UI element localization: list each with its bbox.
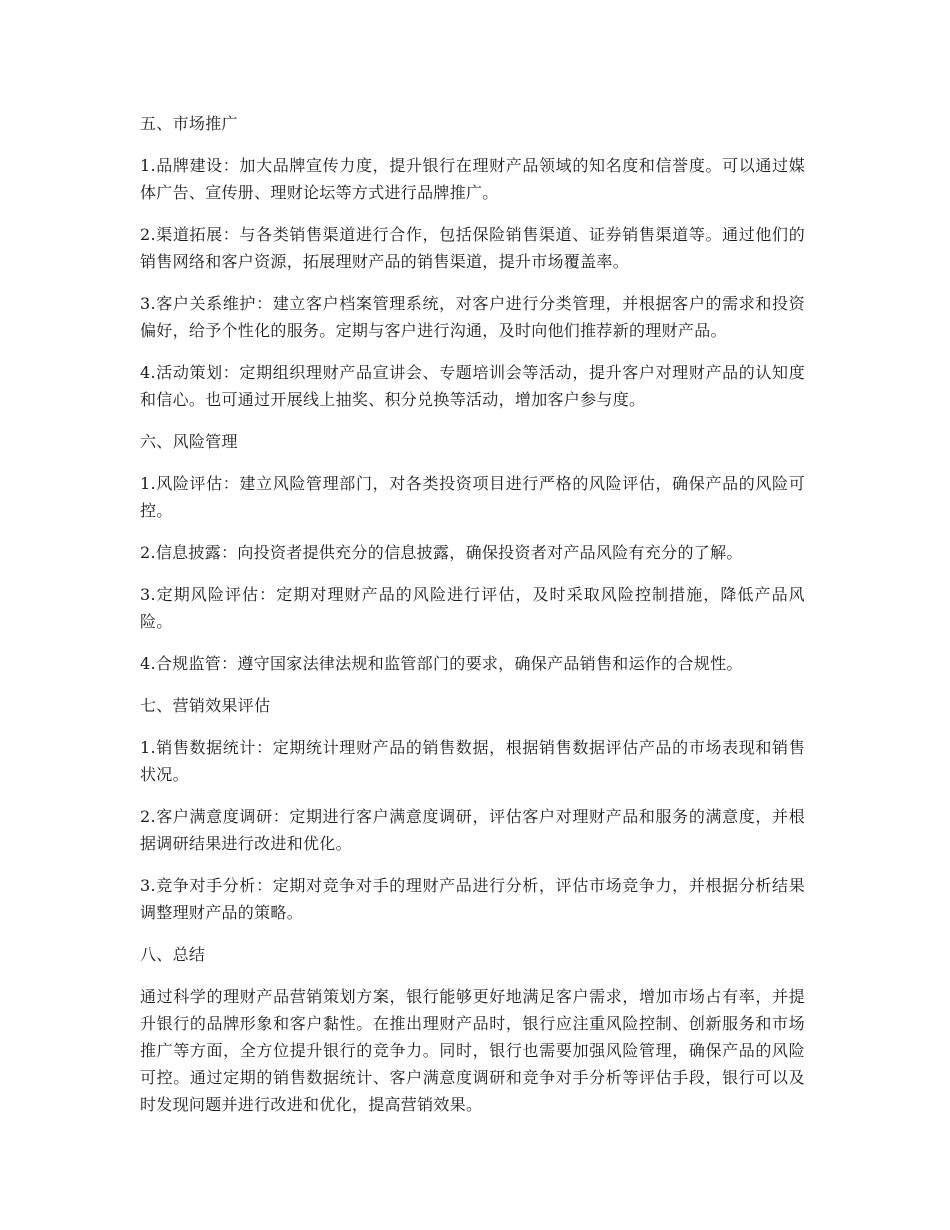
paragraph-disclosure: 2.信息披露：向投资者提供充分的信息披露，确保投资者对产品风险有充分的了解。 bbox=[140, 543, 743, 562]
paragraph-brand-building: 1.品牌建设：加大品牌宣传力度，提升银行在理财产品领域的知名度和信誉度。可以通过媒体广告、宣传册、理财论坛等方式进行品牌推广。 bbox=[140, 156, 805, 202]
paragraph-risk-assessment: 1.风险评估：建立风险管理部门，对各类投资项目进行严格的风险评估，确保产品的风险可控。 bbox=[140, 474, 805, 520]
paragraph-event-planning: 4.活动策划：定期组织理财产品宣讲会、专题培训会等活动，提升客户对理财产品的认知度和信心。也可通过开展线上抽奖、积分兑换等活动，增加客户参与度。 bbox=[140, 363, 805, 409]
paragraph-competitor: 3.竞争对手分析：定期对竞争对手的理财产品进行分析，评估市场竞争力，并根据分析结果调整理财产品的策略。 bbox=[140, 876, 805, 922]
paragraph-sales-stats: 1.销售数据统计：定期统计理财产品的销售数据，根据销售数据评估产品的市场表现和销售状况。 bbox=[140, 738, 805, 784]
paragraph-customer-relations: 3.客户关系维护：建立客户档案管理系统，对客户进行分类管理，并根据客户的需求和投资偏好，给予个性化的服务。定期与客户进行沟通，及时向他们推荐新的理财产品。 bbox=[140, 294, 805, 340]
section-heading-summary: 八、总结 bbox=[140, 945, 206, 964]
section-heading-marketing: 五、市场推广 bbox=[140, 114, 238, 133]
paragraph-satisfaction: 2.客户满意度调研：定期进行客户满意度调研，评估客户对理财产品和服务的满意度，并根据调研结果进行改进和优化。 bbox=[140, 807, 805, 853]
paragraph-compliance: 4.合规监管：遵守国家法律法规和监管部门的要求，确保产品销售和运作的合规性。 bbox=[140, 654, 743, 673]
document-page bbox=[140, 110, 805, 1133]
section-heading-evaluation: 七、营销效果评估 bbox=[140, 696, 271, 715]
section-heading-risk: 六、风险管理 bbox=[140, 432, 238, 451]
paragraph-summary: 通过科学的理财产品营销策划方案，银行能够更好地满足客户需求，增加市场占有率，并提升银行的品牌形象和客户黏性。在推出理财产品时，银行应注重风险控制、创新服务和市场推广等方面，全方位提升银行的竞争力。同时，银行也需要加强风险管理，确保产品的风险可控。通过定期的销售数据统计、客户满意度调研和竞争对手分析等评估手段，银行可以及时发现问题并进行改进和优化，提高营销效果。 bbox=[140, 987, 805, 1114]
paragraph-periodic-risk: 3.定期风险评估：定期对理财产品的风险进行评估，及时采取风险控制措施，降低产品风险。 bbox=[140, 585, 805, 631]
paragraph-channel-expansion: 2.渠道拓展：与各类销售渠道进行合作，包括保险销售渠道、证券销售渠道等。通过他们的销售网络和客户资源，拓展理财产品的销售渠道，提升市场覆盖率。 bbox=[140, 225, 805, 271]
